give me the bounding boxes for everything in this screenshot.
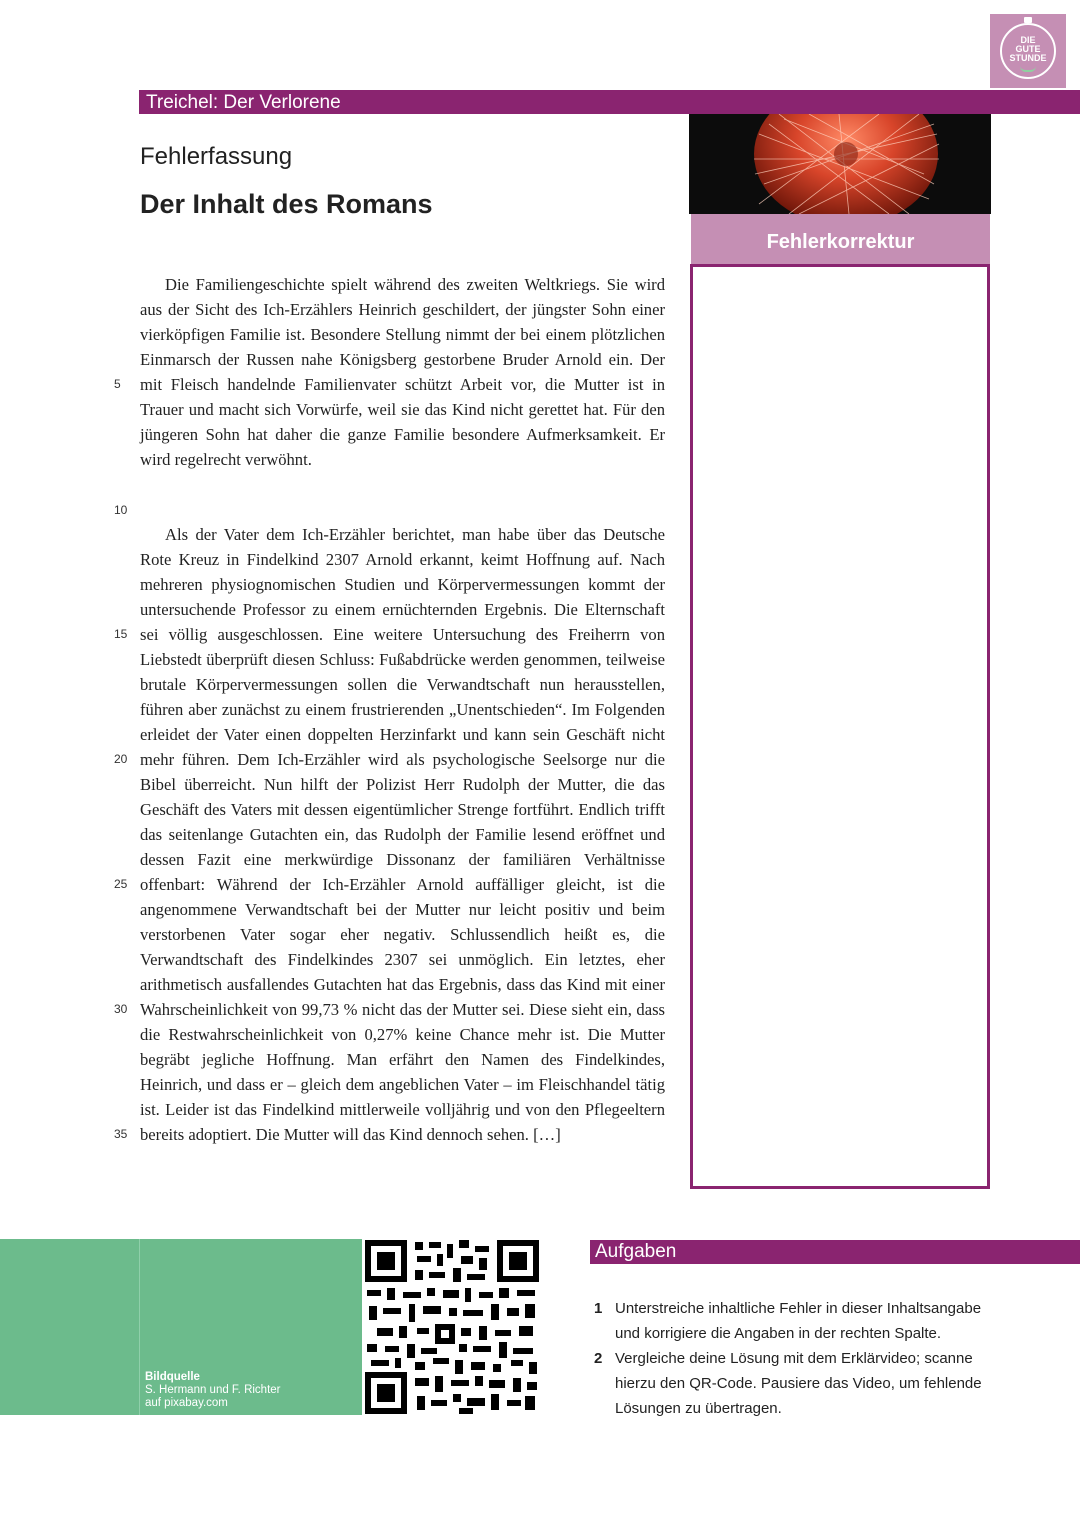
divider xyxy=(139,1239,140,1415)
task-text: Vergleiche deine Lösung mit dem Erklärvideo; scanne hierzu den QR-Code. Pausiere das Video, um fehlende Lösungen zu übertragen. xyxy=(615,1350,982,1417)
line-number: 15 xyxy=(114,627,128,641)
correction-header: Fehlerkorrektur xyxy=(691,214,990,264)
task-number: 1 xyxy=(594,1300,603,1317)
line-number: 20 xyxy=(114,752,128,766)
correction-answer-box[interactable] xyxy=(690,264,990,1189)
qr-code[interactable] xyxy=(363,1238,541,1416)
image-source-title: Bildquelle xyxy=(145,1371,200,1383)
logo-text xyxy=(1000,36,1056,63)
stopwatch-knob-icon xyxy=(1024,17,1032,23)
task-text: Unterstreiche inhaltliche Fehler in dieser Inhaltsangabe und korrigiere die Angaben in der rechten Spalte. xyxy=(615,1300,982,1342)
qr-code-icon xyxy=(363,1238,541,1416)
image-source-site: auf pixabay.com xyxy=(145,1397,228,1409)
line-number: 10 xyxy=(114,503,128,517)
string-art-image xyxy=(689,114,991,214)
line-number: 5 xyxy=(114,377,121,391)
header-photo xyxy=(689,114,991,214)
page-title: Der Inhalt des Romans xyxy=(140,189,433,219)
logo-die-gute-stunde xyxy=(990,14,1066,88)
line-number: 30 xyxy=(114,1002,128,1016)
logo-line: STUNDE xyxy=(1009,53,1047,63)
header-title: Treichel: Der Verlorene xyxy=(146,92,341,113)
line-number: 25 xyxy=(114,877,128,891)
paragraph: Die Familiengeschichte spielt während des zweiten Weltkriegs. Sie wird aus der Sicht des Ich-Erzählers Heinrich geschildert, der jüngster Sohn einer vierköpfigen Familie ist. Besondere Stellung nimmt der bei einem plötzlichen Einmarsch der Russen nahe Königsberg gestorbene Bruder Arnold ein. Der mit Fleisch handelnde Familienvater schützt Arbeit vor, die Mutter ist in Trauer und macht sich Vorwürfe, weil sie das Kind nicht gerettet hat. Für den jüngeren Sohn hat daher die ganze Familie besondere Aufmerksamkeit. Er wird regelrecht verwöhnt. xyxy=(140,275,665,469)
header-bar xyxy=(139,90,1080,114)
section-title: Fehlerfassung xyxy=(140,143,293,170)
logo-line: DIE xyxy=(1020,35,1036,45)
tasks-title: Aufgaben xyxy=(595,1241,677,1262)
logo-line: GUTE xyxy=(1015,44,1041,54)
image-source-credit: S. Hermann und F. Richter xyxy=(145,1384,281,1396)
task-number: 2 xyxy=(594,1350,603,1367)
paragraph: Als der Vater dem Ich-Erzähler berichtet, man habe über das Deutsche Rote Kreuz in Findelkind 2307 Arnold erkannt, keimt Hoffnung auf. Nach mehreren physiognomischen Studien und Körpervermessungen kommt der untersuchende Professor zu einem ernüchternden Ergebnis. Die Elternschaft sei völlig ausgeschlossen. Eine weitere Untersuchung des Freiherrn von Liebstedt überprüft diesen Schluss: Fußabdrücke werden genommen, teilweise brutale Körpervermessungen sollen die Verwandtschaft nun herausstellen, führen aber zunächst zu einem frustrierenden „Unentschieden“. Im Folgenden erleidet der Vater einen doppelten Herzinfarkt und kann sein Geschäft nicht mehr führen. Dem Ich-Erzähler wird als psychologische Seelsorge nur die Bibel überreicht. Nun hilft der Polizist Herr Rudolph der Mutter, die das Geschäft des Vaters mit dessen eigentümlicher Strenge fortführt. Endlich trifft das seitenlange Gutachten ein, das Rudolph der Familie lesend eröffnet und dessen Fazit eine merkwürdige Dissonanz der familiären Verhältnisse offenbart: Während der Ich-Erzähler Arnold auffälliger gleicht, ist die angenommene Verwandtschaft bei der Mutter nur leicht positiv und beim verstorbenen Vater sogar eher negativ. Schlussendlich heißt es, die Verwandtschaft des Findelkindes 2307 sei unmöglich. Ein letztes, eher arithmetisch ausfallendes Gutachten hat das Ergebnis, dass das Kind mit einer Wahrscheinlichkeit von 99,73 % nicht das der Mutter sei. Diese sieht ein, dass die Restwahrscheinlichkeit von 0,27% keine Chance mehr ist. Die Mutter begräbt jegliche Hoffnung. Man erfährt den Namen des Findelkindes, Heinrich, und dass er – gleich dem angeblichen Vater – im Fleischhandel tätig ist. Leider ist das Findelkind mittlerweile volljährig und von den Pflegeeltern bereits adoptiert. Die Mutter will das Kind dennoch sehen. […] xyxy=(140,525,665,1144)
tasks-header-bar xyxy=(590,1240,1080,1264)
line-number: 35 xyxy=(114,1127,128,1141)
